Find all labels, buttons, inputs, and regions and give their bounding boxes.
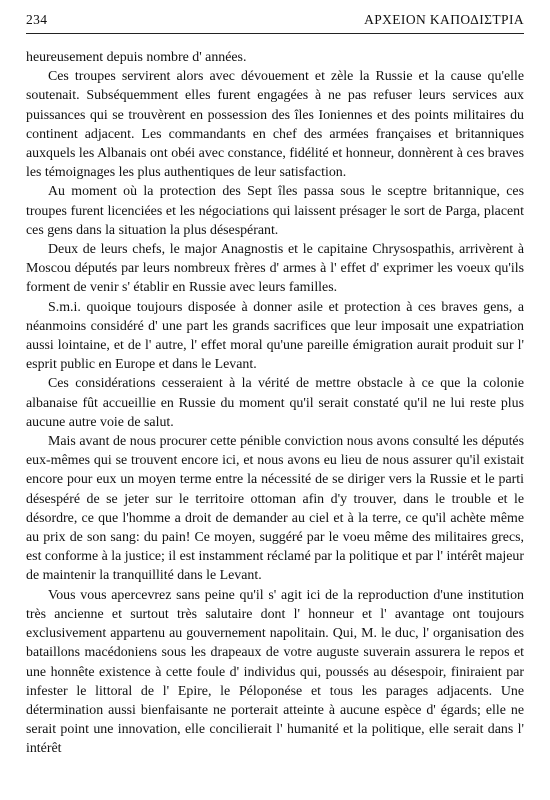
header-rule xyxy=(26,33,524,34)
paragraph: Vous vous apercevrez sans peine qu'il s' agit ici de la reproduction d'une institution très ancienne et surtout très salutaire dont l' honneur et l' avantage ont toujours exclusivement appartenu au gouvernement napolitain. Qui, M. le duc, l' organisation des bataillons macédoniens sous les drapeaux de votre auguste suverain assurera le repos et une honnête existence à cette foule d' individus qui, poussés au désespoir, finiraient par infester le littoral de l' Epire, le Péloponése et tous les parages adjacents. Une détermination aussi bienfaisante ne porterait atteinte à aucune espèce d' égards; elle ne serait point une innovation, elle concilierait l' humanité et la politique, elle serait dans l' intérêt xyxy=(26,587,524,757)
running-header xyxy=(26,12,524,30)
paragraph: S.m.i. quoique toujours disposée à donner asile et protection à ces braves gens, a néanmoins considéré d' une part les grands sacrifices que leur imposait une expatriation aussi lointaine, et de l' autre, l' effet moral qu'une pareille émigration aurait produit sur l' esprit public en Europe et dans le Levant. xyxy=(26,299,524,373)
body-text xyxy=(26,48,524,759)
paragraph: Mais avant de nous procurer cette pénible conviction nous avons consulté les députés eux-mêmes qui se trouvent encore ici, et nous avons eu lieu de nous assurer qu'il existait encore pour eux un moyen terme entre la nécessité de se diriger vers la Russie et le parti désespéré de se jeter sur le territoire ottoman afin d'y trouver, dans le trouble et le désordre, ce que l'homme a droit de demander au ciel et à la terre, ce qu'il achète même au prix de son sang: du pain! Ce moyen, suggéré par le voeu même des militaires grecs, est conforme à la justice; il est instamment réclamé par la politique et par l' intérêt majeur de maintenir la tranquillité dans le Levant. xyxy=(26,434,524,584)
paragraph: Ces troupes servirent alors avec dévouement et zèle la Russie et la cause qu'elle soutenait. Subséquemment elles furent engagées à ne pas refuser leurs services aux puissances qui se trouvèrent en possession des îles Ioniennes et des points militaires du continent adjacent. Les commandants en chef des armées françaises et britanniques auxquels les Albanais ont obéi avec constance, fidélité et honneur, donnèrent à ces braves les témoignages les plus authentiques de leur satisfaction. xyxy=(26,69,524,181)
paragraph: Ces considérations cesseraient à la vérité de mettre obstacle à ce que la colonie albanaise fût accueillie en Russie du moment qu'il serait constaté qu'il ne lui reste plus aucune autre voie de salut. xyxy=(26,376,524,430)
paragraph: Deux de leurs chefs, le major Anagnostis et le capitaine Chrysospathis, arrivèrent à Moscou députés par leurs nombreux frères d' armes à l' effet d' exprimer les voeux qu'ils forment de venir s' établir en Russie avec leurs familles. xyxy=(26,242,524,296)
document-page xyxy=(26,12,524,759)
page-number: 234 xyxy=(26,12,48,27)
paragraph-continuation: heureusement depuis nombre d' années. xyxy=(26,50,247,65)
paragraph: Au moment où la protection des Sept îles passa sous le sceptre britannique, ces troupes furent licenciées et les négociations qui laissent présager le sort de Parga, placent ces gens dans la situation la plus désespérant. xyxy=(26,184,524,238)
running-title: ΑΡΧΕΙΟΝ ΚΑΠΟΔΙΣΤΡΙΑ xyxy=(364,12,524,27)
